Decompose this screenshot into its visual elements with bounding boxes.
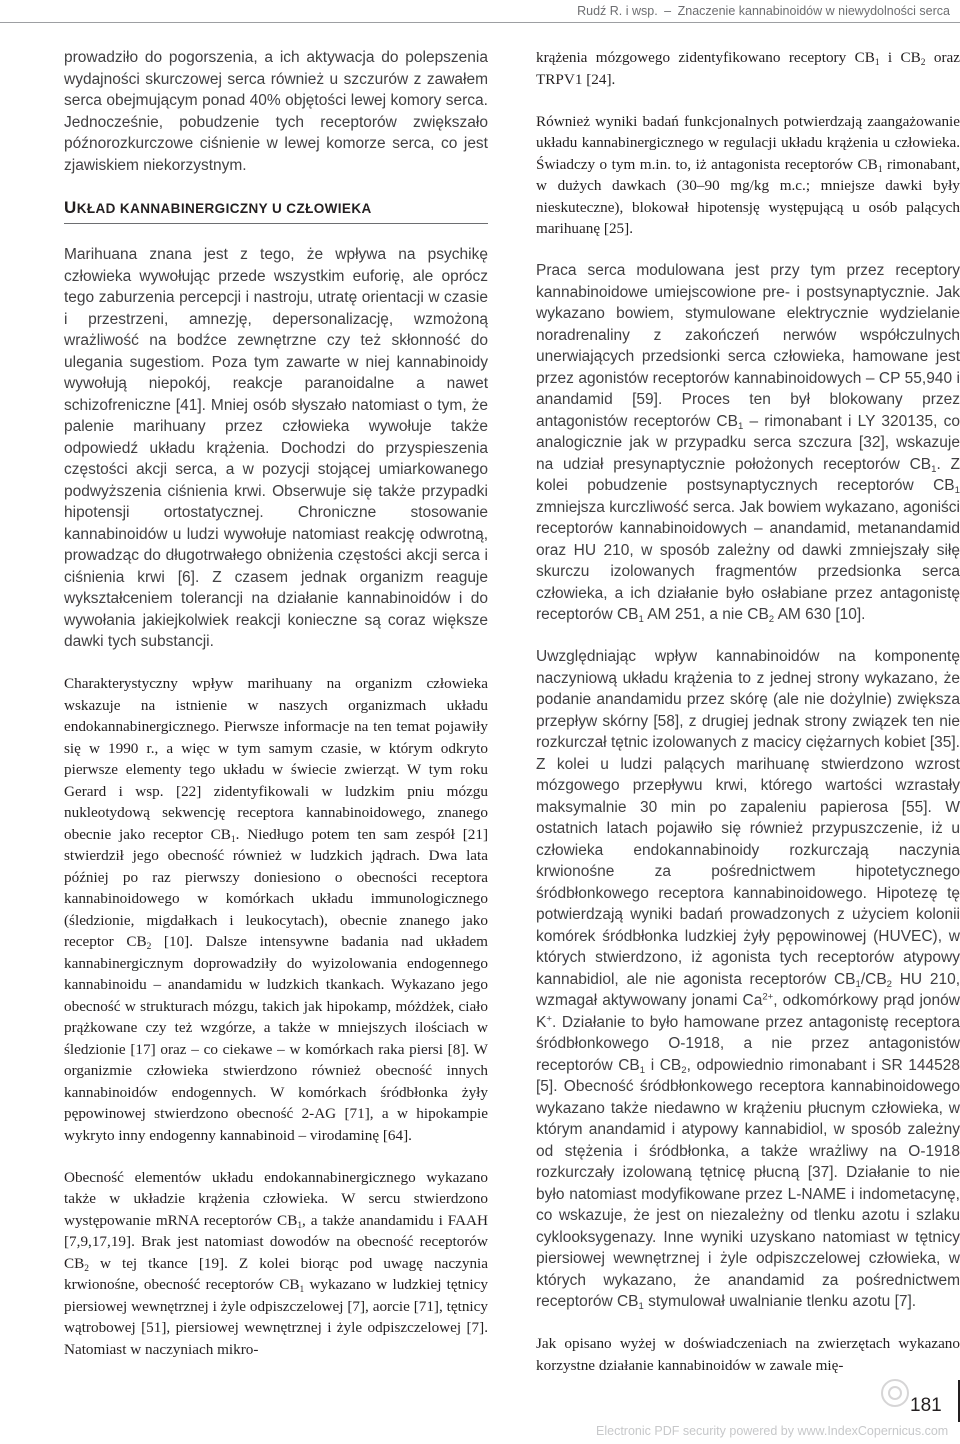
subscript: 1	[877, 164, 883, 175]
security-watermark: Electronic PDF security powered by www.IndexCopernicus.com	[596, 1424, 949, 1438]
text-run: , a także anandamidu i FAAH [7,9,17,19]. Brak jest natomiast dowodów na obecność receptorów CB	[64, 1211, 488, 1272]
subscript: 1	[639, 1064, 646, 1076]
subscript: 1	[737, 420, 744, 432]
text-run: i CB	[879, 49, 921, 66]
section-heading-text: KŁAD KANNABINERGICZNY U CZŁOWIEKA	[76, 200, 372, 216]
subscript: 2	[681, 1064, 687, 1076]
intro-paragraph: prowadziło do pogorszenia, a ich aktywacja do polepszenia wydajności skurczowej serca również u szczurów z zawałem serca obejmującym ponad 40% objętości lewej komory serca. Jednocześnie, pobudzenie tych receptorów zwiększało późnorozkurczowe ciśnienie w lewej komorze serca, co jest zjawiskiem niekorzystnym.	[64, 49, 488, 174]
text-run: rimonabant, w dużych dawkach (30–90 mg/kg m.c.; mniejsze dawki były nieskuteczne), blokował hipotensję występującą u osób palących marihuanę [25].	[536, 155, 960, 237]
subscript: 1	[638, 613, 644, 625]
subscript: 1	[855, 978, 861, 990]
text-run: AM 630 [10].	[774, 606, 866, 623]
paragraph-endocannabinoid-system	[64, 673, 488, 1146]
text-run: wykazano w ludzkiej tętnicy piersiowej wewnętrznej i żyle odpiszczelowej [7], aorcie [71], tętnicy wątrobowej [51], piersiowej wewnętrznej i żyle odpiszczelowej [7]. Natomiast w naczyniach mikro-	[64, 1276, 488, 1358]
right-column	[536, 47, 960, 1376]
text-run: w tej tkance [19]. Z kolei biorąc pod uwagę naczynia krwionośne, obecność receptorów CB	[64, 1254, 488, 1293]
header-article-title: Znaczenie kannabinoidów w niewydolności serca	[677, 4, 950, 18]
paragraph-cerebral-receptors	[536, 47, 960, 90]
index-copernicus-logo-icon	[880, 1378, 910, 1408]
subscript: 2	[886, 978, 893, 990]
subscript: 2	[768, 613, 775, 625]
subscript: 1	[874, 57, 880, 68]
header-rule	[0, 22, 960, 23]
paragraph-marihuana: Marihuana znana jest z tego, że wpływa na psychikę człowieka wywołując przede wszystkim euforię, ale oprócz tego zaburzenia percepcji i nastroju, utratę orientacji w czasie i przestrzeni, amnezję, depersonalizację, wzmożoną wrażliwość na bodźce zewnętrzne czy też skłonność do ulegania sugestiom. Poza tym zawarte w niej kannabinoidy wywołują niepokój, reakcje paranoidalne a nawet schizofreniczne [41]. Mniej osób słyszało natomiast o tym, że palenie marihuany przez człowieka wywołuje także odpowiedź układu krążenia. Dochodzi do przyspieszenia częstości akcji serca, a w pozycji stojącej umiarkowanego podwyższenia ciśnienia krwi. Obserwuje się także przypadki hipotensji ortostatycznej. Chroniczne stosowanie kannabinoidów u ludzi wywołuje natomiast reakcję odwrotną, prowadząc do długotrwałego obniżenia częstości akcji serca i ciśnienia krwi [6]. Z czasem jednak organizm reaguje wykształceniem tolerancji na działanie kannabinoidów i do wywołania jakiejkolwiek reakcji konieczne są coraz większe dawki tych substancji.	[64, 246, 488, 650]
paragraph-heart-modulation	[536, 260, 960, 626]
subscript: 1	[299, 1284, 305, 1295]
paragraph-vascular-component	[536, 646, 960, 1313]
paragraph-infarction-intro: Jak opisano wyżej w doświadczeniach na zwierzętach wykazano korzystne działanie kannabinoidów w zawale mię-	[536, 1335, 960, 1374]
subscript: 1	[638, 1300, 644, 1312]
text-run: , odpowiednio rimonabant i SR 144528 [5]. Obecność śródbłonkowego receptora kannabinoidowego wykazano także niedawno w krążeniu płucnym człowieka, w którym anandamid i atypowy kannabidiol, w sposób zależny od stężenia i śródbłonka, a także wrażliwy na O-1918 rozkurczały izolowaną tętnicę płucną [37]. Działanie to nie było natomiast modyfikowane przez L-NAME i indometacynę, co wskazuje, że jest on niezależny od tlenku azotu i szlaku cyklooksygenazy. Inne wyniki uzyskano natomiast w tętnicy piersiowej wewnętrznej i żyle odpiszczelowej człowieka, w których wykazano, że anandamid za pośrednictwem receptorów CB	[536, 1056, 960, 1310]
text-run: oraz TRPV1 [24].	[536, 49, 960, 88]
left-column	[64, 47, 488, 1360]
text-run: Charakterystyczny wpływ marihuany na organizm człowieka wskazuje na istnienie w naszych organizmach układu endokannabinergicznego. Pierwsze informacje na ten temat pojawiły się w 1990 r., a więc w tym samym czasie, w którym odkryto pierwsze elementy tego układu w świecie zwierząt. W tym roku Gerard i wsp. [22] zidentyfikowali w ludzkim pniu mózgu nukleotydową sekwencję receptora kannabinoidowego, znanego obecnie jako receptor CB	[64, 675, 488, 843]
subscript: 1	[297, 1220, 303, 1231]
text-run: HU 210, wzmagał aktywowany jonami Ca	[536, 970, 960, 1009]
text-run: . Działanie to było hamowane przez antagonistę receptora śródbłonkowego O-1918, a nie przez antagonistów receptorów CB	[536, 1013, 960, 1074]
text-run: . Niedługo potem ten sam zespół [21] stwierdził jego obecność również w ludzkich jądrach. Dwa lata później po raz pierwszy doniesiono o obecności receptora kannabinoidowego w komórkach układu immunologicznego (śledzionie, migdałkach i leukocytach), obecnie znanego jako receptor CB	[64, 825, 488, 950]
text-run: Obecność elementów układu endokannabinergicznego wykazano także w układzie krążenia człowieka. W sercu stwierdzono występowanie mRNA receptorów CB	[64, 1168, 488, 1229]
text-run: Uwzględniając wpływ kannabinoidów na komponentę naczyniową układu krążenia to z jednej strony wykazano, że podanie anandamidu przez skórę (ale nie dożylnie) zwiększa przepływ skórny [58], z drugiej jednak strony związek ten nie rozkurczał tętnic izolowanych z macicy ciężarnych kobiet [35]. Z kolei u ludzi palących marihuanę stwierdzono wzrost mózgowego przepływu krwi, którego wartości wzrastały maksymalnie 30 min po zapaleniu papierosa [55]. W ostatnich latach pojawiło się również przypuszczenie, iż u człowieka endokannabinoidy rozkurczają naczynia krwionośne za pośrednictwem hipotetycznego śródbłonkowego receptora kannabinoidowego. Hipotezę tę potwierdzają wyniki badań prowadzonych z użyciem kolonii komórek śródbłonka ludzkiej żyły pępowinowej (HUVEC), w których stwierdzono, iż agonista tych receptorów atypowy kannabidiol, ale nie agonista receptorów CB	[536, 648, 960, 988]
subscript: 1	[931, 463, 937, 475]
header-authors: Rudź R. i wsp.	[577, 4, 658, 18]
subscript: 2	[920, 57, 926, 68]
text-run: i CB	[645, 1056, 682, 1074]
text-run: stymulował uwalnianie tlenku azotu [7].	[643, 1293, 917, 1310]
text-run: /CB	[860, 970, 887, 988]
header-separator: –	[664, 4, 672, 18]
text-run: – rimonabant i LY 320135, co analogicznie jak w przypadku serca szczura [32], wskazuje na udział presynaptycznie położonych receptorów CB	[536, 412, 960, 473]
subscript: 2	[146, 941, 152, 952]
text-run: zmniejsza kurczliwość serca. Jak bowiem wykazano, agoniści receptorów kannabinoidowych – anandamid, metanandamid oraz HU 210, w sposób zależny od dawki zmniejszały siłę skurczu izolowanych fragmentów przedsionka serca człowieka, a ich działanie było osłabiane przez antagonistę receptorów CB	[536, 498, 960, 623]
text-run: Praca serca modulowana jest przy tym przez receptory kannabinoidowe umiejscowione pre- i postsynaptycznie. Jak wykazano bowiem, stymulowane elektrycznie wydzielanie noradrenaliny z zakończeń nerwów współczulnych unerwiających przedsionki serca człowieka, hamowane jest przez agonistów receptorów kannabinoidowych – CP 55,940 i anandamid [59]. Proces ten był blokowany przez antagonistów receptorów CB	[536, 262, 960, 430]
paragraph-functional-studies	[536, 111, 960, 240]
superscript: +	[546, 1013, 552, 1025]
page-number: 181	[910, 1395, 942, 1416]
paragraph-circulatory-presence	[64, 1167, 488, 1361]
text-run: [10]. Dalsze intensywne badania nad układem kannabinergicznym doprowadziły do wyizolowania endogennego kannabinoidu – anandamidu w ludzkich tkankach. Wykazano jego obecność w strukturach mózgu, takich jak hipokamp, móżdżek, ciało prążkowane czy też wzgórze, a także w mniejszych ilościach w śledzionie [17] oraz – co ciekawe – w komórkach raka piersi [8]. W organizmie człowieka stwierdzono również obecność innych kannabinoidów endogennych. W komórkach śródbłonka żyły pępowinowej stwierdzono obecność 2-AG [71], a w hipokampie wykryto inny endogenny kannabinoid – virodaminę [64].	[64, 933, 489, 1144]
text-run: , odkomórkowy prąd jonów K	[536, 992, 960, 1031]
section-heading-initial: U	[64, 197, 77, 217]
subscript: 1	[230, 834, 236, 845]
subscript: 2	[84, 1263, 89, 1274]
text-run: krążenia mózgowego zidentyfikowano receptory CB	[536, 49, 875, 66]
text-run: Również wyniki badań funkcjonalnych potwierdzają zaangażowanie układu kannabinergicznego w regulacji układu krążenia u człowieka. Świadczy o tym m.in. to, iż antagonista receptorów CB	[536, 112, 960, 173]
text-run: . Z kolei pobudzenie postsynaptycznych receptorów CB	[536, 455, 960, 494]
text-run: AM 251, a nie CB	[643, 606, 769, 623]
section-heading	[64, 197, 488, 225]
running-header	[0, 0, 960, 22]
superscript: 2+	[762, 991, 774, 1003]
subscript: 1	[954, 484, 960, 496]
